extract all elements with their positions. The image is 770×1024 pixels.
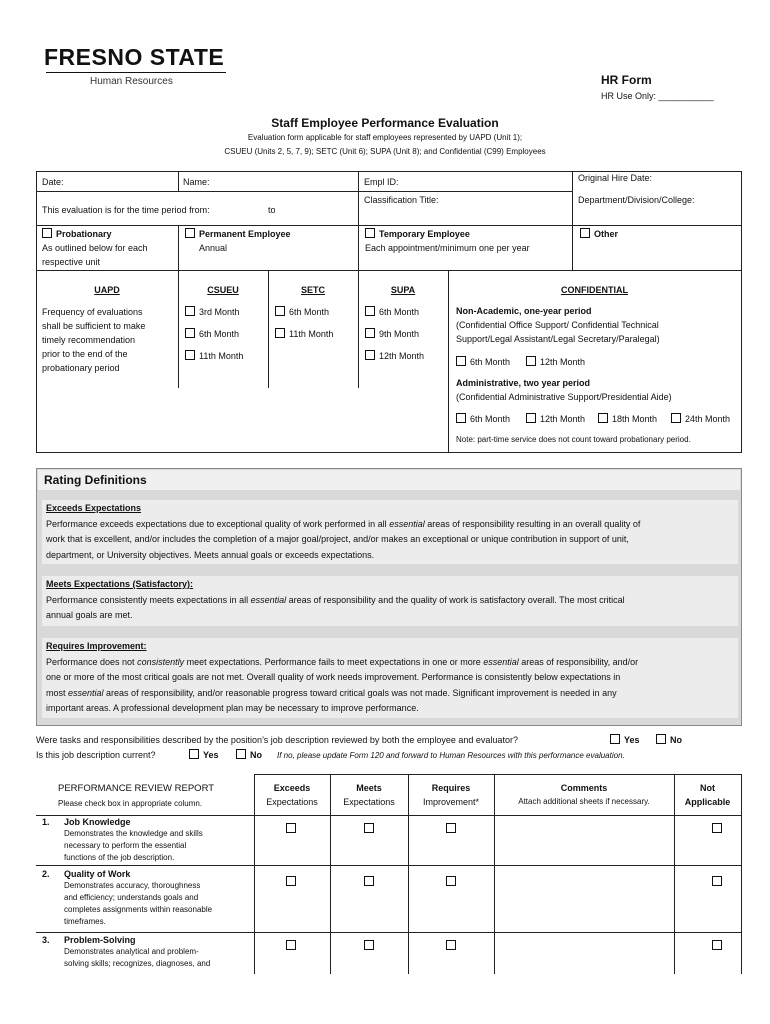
type-probationary[interactable]: Probationary: [42, 227, 112, 241]
uapd-text-2: shall be sufficient to make: [42, 321, 146, 331]
table-line: [572, 171, 573, 271]
col-meets: Meets Expectations: [343, 783, 395, 807]
form-subtitle-1: Evaluation form applicable for staff employees represented by UAPD (Unit 1);: [247, 133, 523, 142]
table-line: [36, 270, 742, 271]
q2-note: If no, please update Form 120 and forward to Human Resources with this performance evaluation.: [277, 751, 625, 760]
form-subtitle-2: CSUEU (Units 2, 5, 7, 9); SETC (Unit 6); SUPA (Unit 8); and Confidential (C99) Employees: [224, 147, 546, 156]
row2-meets-checkbox[interactable]: [364, 876, 374, 886]
q1-no-option[interactable]: No: [656, 733, 682, 747]
checkbox[interactable]: [580, 228, 590, 238]
table-line: [178, 225, 179, 271]
conf-admin-option[interactable]: 6th Month: [456, 412, 510, 426]
table-line: [36, 225, 742, 226]
permanent-desc: Annual: [199, 243, 228, 253]
supa-option[interactable]: 12th Month: [365, 349, 424, 363]
probationary-desc-1: As outlined below for each: [42, 243, 148, 253]
table-line: [36, 452, 742, 453]
unit-uapd: UAPD: [94, 285, 120, 295]
job-desc-reviewed-question: Were tasks and responsibilities described by the position’s job description reviewed by both the employee and evaluator?: [36, 735, 518, 745]
table-line: [36, 191, 358, 192]
conf-admin-option[interactable]: 24th Month: [671, 412, 730, 426]
row-desc: Demonstrates analytical and problem- solving skills; recognizes, diagnoses, and: [64, 947, 211, 968]
table-line: [36, 815, 742, 816]
checkbox[interactable]: [185, 328, 195, 338]
checkbox[interactable]: [526, 413, 536, 423]
rating-definitions-heading: Rating Definitions: [38, 470, 740, 490]
checkbox[interactable]: [365, 228, 375, 238]
q2-yes-option[interactable]: Yes: [189, 748, 219, 762]
table-line: [358, 171, 359, 271]
row-number: 1.: [42, 817, 50, 827]
conf-admin-option[interactable]: 18th Month: [598, 412, 657, 426]
logo-rule: [46, 72, 226, 73]
col-not-applicable: Not Applicable: [684, 783, 731, 807]
row1-requires-checkbox[interactable]: [446, 823, 456, 833]
checkbox[interactable]: [671, 413, 681, 423]
col-requires: Requires Improvement*: [422, 783, 480, 807]
type-other[interactable]: Other: [580, 227, 618, 241]
checkbox[interactable]: [236, 749, 246, 759]
checkbox[interactable]: [185, 228, 195, 238]
meets-section: Meets Expectations (Satisfactory): Performance consistently meets expectations in all essential areas of responsibility and the quality of work is satisfactory overall. The most critical annual goals are met.: [42, 576, 738, 626]
conf-admin-option[interactable]: 12th Month: [526, 412, 585, 426]
department-field[interactable]: Department/Division/College:: [578, 195, 695, 205]
table-line: [741, 171, 742, 453]
row-number: 3.: [42, 935, 50, 945]
csueu-option[interactable]: 11th Month: [185, 349, 243, 363]
checkbox[interactable]: [526, 356, 536, 366]
row-desc: Demonstrates accuracy, thoroughness and efficiency; understands goals and completes assignments within reasonable timeframes.: [64, 881, 213, 926]
conf-nonacad-option[interactable]: 12th Month: [526, 355, 585, 369]
table-line: [36, 932, 742, 933]
checkbox[interactable]: [275, 306, 285, 316]
checkbox[interactable]: [456, 356, 466, 366]
conf-nonacad-option[interactable]: 6th Month: [456, 355, 510, 369]
empl-id-field[interactable]: Empl ID:: [364, 177, 399, 187]
hire-date-field[interactable]: Original Hire Date:: [578, 173, 653, 183]
type-temporary[interactable]: Temporary Employee: [365, 227, 470, 241]
setc-option[interactable]: 11th Month: [275, 327, 333, 341]
period-field[interactable]: This evaluation is for the time period from:: [42, 205, 210, 215]
type-permanent[interactable]: Permanent Employee: [185, 227, 291, 241]
col-comments: Comments Attach additional sheets if necessary.: [518, 783, 650, 806]
unit-setc: SETC: [300, 285, 325, 295]
conf-admin-desc: (Confidential Administrative Support/Presidential Aide): [456, 392, 672, 402]
uapd-text-4: prior to the end of the: [42, 349, 128, 359]
form-title: Staff Employee Performance Evaluation: [271, 116, 499, 130]
table-line: [36, 171, 37, 453]
row-title: Problem-Solving: [64, 935, 136, 945]
table-line: [254, 774, 742, 775]
uapd-text-1: Frequency of evaluations: [42, 307, 143, 317]
csueu-option[interactable]: 6th Month: [185, 327, 239, 341]
row1-exceeds-checkbox[interactable]: [286, 823, 296, 833]
table-line: [358, 191, 572, 192]
logo-subtitle: Human Resources: [90, 76, 173, 87]
setc-option[interactable]: 6th Month: [275, 305, 329, 319]
row-title: Job Knowledge: [64, 817, 131, 827]
supa-option[interactable]: 9th Month: [365, 327, 419, 341]
temporary-desc: Each appointment/minimum one per year: [365, 243, 530, 253]
classification-field[interactable]: Classification Title:: [364, 195, 439, 205]
checkbox[interactable]: [456, 413, 466, 423]
row-number: 2.: [42, 869, 50, 879]
checkbox[interactable]: [610, 734, 620, 744]
row-title: Quality of Work: [64, 869, 131, 879]
period-to-field[interactable]: to: [268, 205, 276, 215]
csueu-option[interactable]: 3rd Month: [185, 305, 240, 319]
checkbox[interactable]: [275, 328, 285, 338]
checkbox[interactable]: [189, 749, 199, 759]
table-line: [36, 865, 742, 866]
job-desc-current-question: Is this job description current?: [36, 750, 156, 760]
checkbox[interactable]: [365, 306, 375, 316]
unit-confidential: CONFIDENTIAL: [561, 285, 628, 295]
conf-nonacad-title: Non-Academic, one-year period: [456, 306, 592, 316]
row3-meets-checkbox[interactable]: [364, 940, 374, 950]
row2-exceeds-checkbox[interactable]: [286, 876, 296, 886]
fresno-state-logo: FRESNO STATE: [44, 44, 225, 70]
row3-exceeds-checkbox[interactable]: [286, 940, 296, 950]
hr-use-only: HR Use Only: ___________: [601, 91, 714, 101]
q2-no-option[interactable]: No: [236, 748, 262, 762]
conf-nonacad-desc-1: (Confidential Office Support/ Confidential Technical: [456, 320, 659, 330]
col-exceeds: Exceeds Expectations: [266, 783, 318, 807]
probationary-desc-2: respective unit: [42, 257, 101, 267]
checkbox[interactable]: [185, 350, 195, 360]
table-line: [178, 171, 179, 192]
q1-yes-option[interactable]: Yes: [610, 733, 640, 747]
row2-requires-checkbox[interactable]: [446, 876, 456, 886]
probation-note: Note: part-time service does not count toward probationary period.: [456, 435, 691, 444]
table-line: [448, 270, 449, 452]
uapd-text-5: probationary period: [42, 363, 120, 373]
supa-option[interactable]: 6th Month: [365, 305, 419, 319]
date-field[interactable]: Date:: [42, 177, 64, 187]
uapd-text-3: timely recommendation: [42, 335, 136, 345]
row-desc: Demonstrates the knowledge and skills necessary to perform the essential functions of the job description.: [64, 829, 203, 862]
conf-admin-title: Administrative, two year period: [456, 378, 591, 388]
report-title: PERFORMANCE REVIEW REPORT: [58, 783, 215, 794]
conf-nonacad-desc-2: Support/Legal Assistant/Legal Secretary/Paralegal): [456, 334, 660, 344]
row3-na-checkbox[interactable]: [712, 940, 722, 950]
row1-meets-checkbox[interactable]: [364, 823, 374, 833]
table-line: [741, 774, 742, 974]
row3-requires-checkbox[interactable]: [446, 940, 456, 950]
checkbox[interactable]: [365, 350, 375, 360]
requires-section: Requires Improvement: Performance does not consistently meet expectations. Performance fails to meet expectations in one or more essential areas of responsibility, and/or one or more of the most critical goals are not met. Overall quality of work needs improvement. Performance is consistently below expectations in most essential areas of responsibility, and/or reasonable progress toward critical goals was not made. Significant improvement is needed in any important areas. A professional development plan may be necessary to improve performance.: [42, 638, 738, 718]
report-subtitle: Please check box in appropriate column.: [58, 799, 203, 808]
checkbox[interactable]: [365, 328, 375, 338]
exceeds-section: Exceeds Expectations Performance exceeds expectations due to exceptional quality of work performed in all essential areas of responsibility resulting in an overall quality of work that is excellent, and/or includes the completion of a major goal/project, and/or makes an exceptional or unique contribution in support of unit, department, or University objectives. Meets annual goals or exceeds expectations.: [42, 500, 738, 564]
unit-supa: SUPA: [390, 285, 416, 295]
checkbox[interactable]: [598, 413, 608, 423]
row1-na-checkbox[interactable]: [712, 823, 722, 833]
checkbox[interactable]: [42, 228, 52, 238]
row2-na-checkbox[interactable]: [712, 876, 722, 886]
name-field[interactable]: Name:: [183, 177, 210, 187]
checkbox[interactable]: [185, 306, 195, 316]
unit-csueu: CSUEU: [207, 285, 239, 295]
checkbox[interactable]: [656, 734, 666, 744]
hr-form-title: HR Form: [601, 73, 652, 87]
